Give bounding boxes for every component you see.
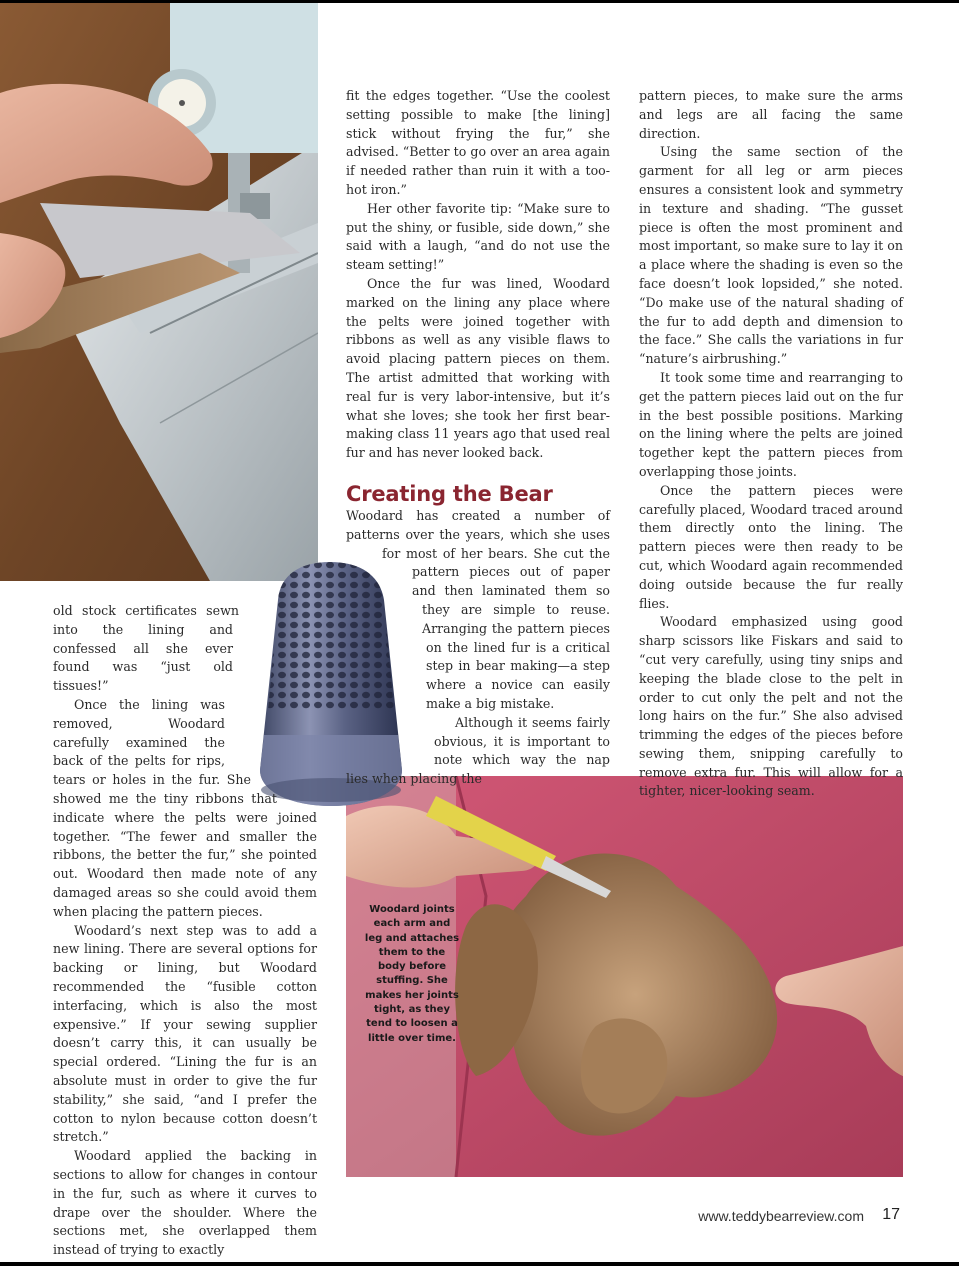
paragraph: fit the edges together. “Use the coolest setting possible to make [the lining] stick without frying the fur,” she advised. “Better to go over an area again if needed rather than ruin it with a too-hot iron.” <box>346 88 610 197</box>
paragraph: It took some time and rearranging to get the pattern pieces laid out on the fur in the best possible positions. Marking on the lining where the pelts are joined together kept the pattern pieces from overlapping those joints. <box>639 369 903 479</box>
paragraph: Once the pattern pieces were carefully placed, Woodard traced around them directly onto the lining. The pattern pieces were then ready to be cut, which Woodard again recommended doing outside because the fur really flies. <box>639 482 903 611</box>
column-3 <box>639 87 903 801</box>
photo-caption: Woodard joints each arm and leg and attaches them to the body before stuffing. She makes her joints tight, as they tend to loosen a little over time. <box>364 904 460 1044</box>
text-wrap-spacer <box>346 640 426 716</box>
text-wrap-spacer <box>251 754 317 773</box>
text-wrap-spacer <box>239 602 317 621</box>
footer-url: www.teddybearreview.com <box>698 1208 864 1224</box>
paragraph: Woodard applied the backing in sections to allow for changes in contour in the fur, such as where it curves to drape over the shoulder. Where the sections met, she overlapped them instead of trying to exactly <box>53 1148 317 1258</box>
text-wrap-spacer <box>277 773 317 792</box>
bottom-rule <box>0 1262 959 1266</box>
column-1 <box>53 602 317 1260</box>
paragraph: old stock certificates sewn into the lining and confessed all she ever found was “just old tissues!” <box>53 603 239 694</box>
text-wrap-spacer <box>346 564 412 602</box>
sewing-machine-photo <box>0 3 318 581</box>
sewing-machine-illustration <box>0 3 318 581</box>
paragraph: Using the same section of the garment for all leg or arm pieces ensures a consistent look and symmetry in texture and shading. “The gusset piece is often the most prominent and most important, so make sure to lay it on a place where the shading is even so the face doesn’t look lopsided,” she noted. “Do make use of the natural shading of the fur to add depth and dimension to the face.” She calls the variations in fur “nature’s airbrushing.” <box>639 144 903 367</box>
paragraph: Woodard has created a number of patterns over the years, which she uses for most of her bears. She cut the pattern pieces out of paper and then laminated them so they are simple to reuse. Arranging the pattern pieces on the lined fur is a critical step in bear making—a step where a novice can easily make a big mistake. <box>346 507 610 711</box>
text-wrap-spacer <box>233 621 317 678</box>
paragraph: Her other favorite tip: “Make sure to put the shiny, or fusible, side down,” she said with a laugh, “and do not use the steam setting!” <box>346 200 610 273</box>
paragraph: Once the fur was lined, Woodard marked on the lining any place where the pelts were joined together with ribbons as well as any visible flaws to avoid placing pattern pieces on them. The artist admitted that working with real fur is very labor-intensive, but it’s what she loves; she took her first bear-making class 11 years ago that used real fur and has never looked back. <box>346 275 610 461</box>
paragraph: Although it seems fairly obvious, it is important to note which way the nap lies when placing the <box>346 714 610 787</box>
text-wrap-spacer <box>225 678 317 754</box>
paragraph: Woodard emphasized using good sharp scissors like Fiskars and said to “cut very carefully, using tiny snips and keeping the blade close to the pelt in order to cut only the pelt and not the long hairs on the fur.” She also advised trimming the edges of the pieces before sewing them, snipping carefully to remove extra fur. This will allow for a tighter, nicer-looking seam. <box>639 614 903 799</box>
paragraph: Once the lining was removed, Woodard carefully examined the back of the pelts for rips, tears or holes in the fur. She showed me the tiny ribbons that indicate where the pelts were joined together. “The fewer and smaller the ribbons, the better the fur,” she pointed out. Woodard then made note of any damaged areas so she could avoid them when placing the pattern pieces. <box>53 696 317 919</box>
paragraph: Woodard’s next step was to add a new lining. There are several options for backing or lining, but Woodard recommended the “fusible cotton interfacing, which is also the most expensive.” If your sewing supplier doesn’t carry this, it can usually be special ordered. “Lining the fur is an absolute must in order to give the fur stability,” she said, “and I prefer the cotton to nylon because cotton doesn’t stretch.” <box>53 922 317 1145</box>
text-wrap-spacer <box>346 545 382 564</box>
text-wrap-spacer <box>346 602 422 640</box>
column-2 <box>346 87 610 789</box>
text-wrap-spacer <box>346 716 434 756</box>
section-heading: Creating the Bear <box>346 481 553 506</box>
paragraph: pattern pieces, to make sure the arms and legs are all facing the same direction. <box>639 88 903 141</box>
page-number: 17 <box>882 1206 900 1223</box>
